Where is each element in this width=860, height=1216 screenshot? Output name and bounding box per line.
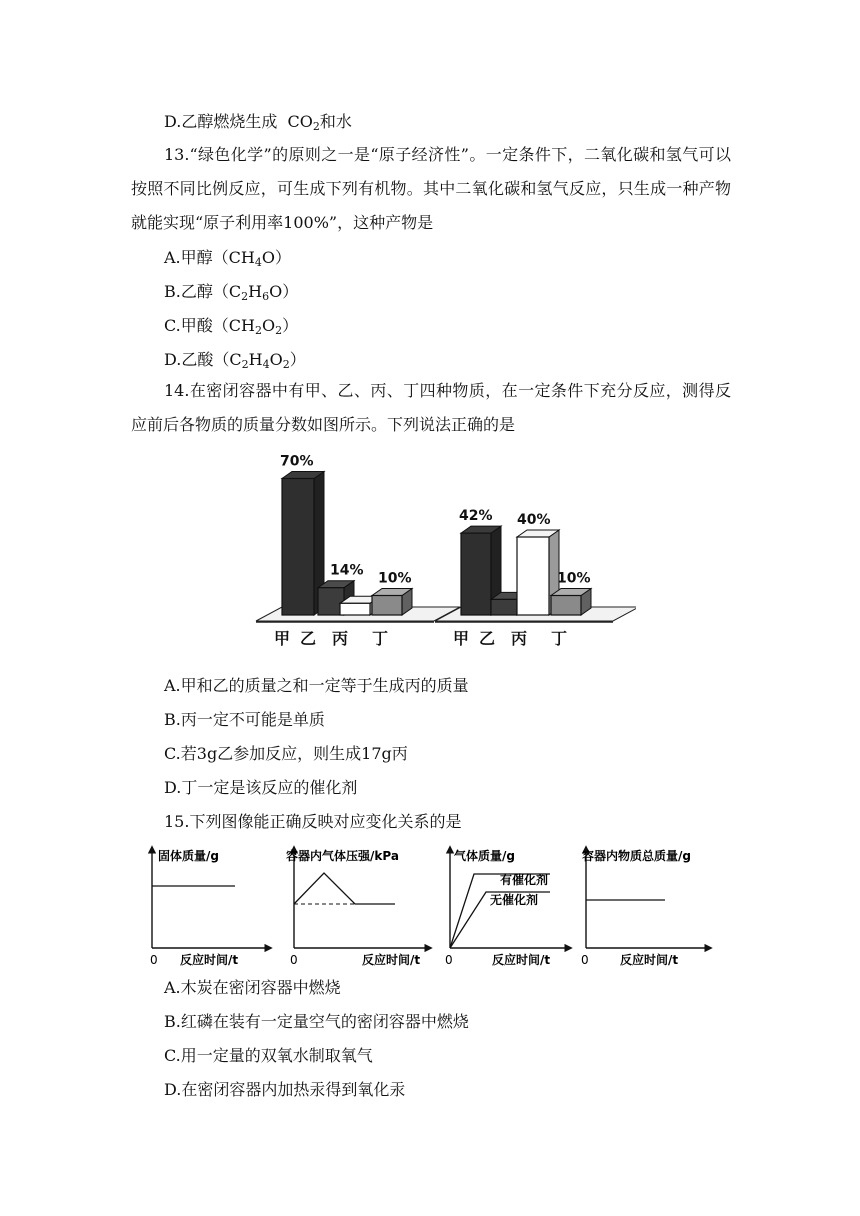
q15-graph-d — [581, 848, 710, 967]
q15-stem: 15.下列图像能正确反映对应变化关系的是 — [164, 812, 462, 831]
q14-chart-category-label: 甲 — [274, 629, 291, 648]
q14-bar-value-label: 40% — [517, 512, 551, 528]
q14-option-c: C.若3g乙参加反应，则生成17g丙 — [164, 744, 408, 763]
q14-bar-front — [491, 599, 517, 615]
q15-graph-c-ylabel: 气体质量/g — [454, 849, 515, 863]
q15-graph-b-curve — [294, 873, 395, 904]
q14-chart-category-label: 丙 — [511, 629, 528, 648]
q13-stem: 13.“绿色化学”的原则之一是“原子经济性”。一定条件下，二氧化碳和氢气可以按照不同比例反应，可生成下列有机物。其中二氧化碳和氢气反应，只生成一种产物就能实现“原子利用率100%”，这种产物是 — [131, 145, 731, 232]
q14-bar-value-label: 10% — [378, 570, 412, 587]
q14-chart-category-label: 乙 — [479, 629, 496, 648]
q15-graph-d-origin: 0 — [581, 953, 589, 967]
q14-option-d: D.丁一定是该反应的催化剂 — [164, 778, 358, 797]
q14-bar-value-label: 14% — [330, 562, 364, 579]
q14-bar-front — [517, 537, 549, 615]
q14-chart-category-label: 甲 — [453, 629, 470, 648]
q15-graph-c — [445, 848, 570, 967]
q14-bar-front — [372, 596, 402, 616]
q14-option-b: B.丙一定不可能是单质 — [164, 710, 325, 729]
q14-bar-front — [461, 533, 491, 615]
q14-bar-front — [551, 596, 581, 616]
q14-chart-category-label: 乙 — [300, 629, 317, 648]
q15-graph-c-label-no-catalyst: 无催化剂 — [490, 893, 539, 907]
q13-option-c: C.甲酸$(CH_2O_2)$ — [164, 316, 299, 337]
q14-option-a: A.甲和乙的质量之和一定等于生成丙的质量 — [164, 676, 469, 695]
q15-graph-b-ylabel: 容器内气体压强/kPa — [286, 849, 399, 863]
q15-graph-a-origin: 0 — [150, 953, 158, 967]
q14-chart-category-label: 丁 — [551, 629, 568, 648]
q15-graph-c-label-catalyst: 有催化剂 — [500, 873, 549, 887]
q15-graph-b-origin: 0 — [290, 953, 298, 967]
q12-option-d: D.乙醇燃烧生成 $CO_2$和水 — [164, 112, 352, 133]
q15-option-d: D.在密闭容器内加热汞得到氧化汞 — [164, 1080, 406, 1099]
q15-option-c: C.用一定量的双氧水制取氧气 — [164, 1046, 373, 1065]
q14-bar-value-label: 42% — [459, 508, 493, 525]
q15-graphs — [140, 840, 720, 970]
q14-chart-category-label: 丙 — [332, 629, 349, 648]
q14-bar-chart — [246, 450, 636, 650]
q14-bar — [551, 589, 591, 616]
q14-bar-front — [282, 479, 314, 616]
q15-graph-b — [286, 848, 430, 967]
q15-option-b: B.红磷在装有一定量空气的密闭容器中燃烧 — [164, 1012, 469, 1031]
q14-chart-category-label: 丁 — [372, 629, 389, 648]
q15-graph-c-xlabel: 反应时间/t — [492, 953, 551, 967]
q14-stem: 14.在密闭容器中有甲、乙、丙、丁四种物质，在一定条件下充分反应，测得反应前后各物质的质量分数如图所示。下列说法正确的是 — [131, 381, 731, 434]
q15-graph-a-xlabel: 反应时间/t — [180, 953, 239, 967]
q14-bar — [372, 589, 412, 616]
q15-graph-a — [150, 848, 270, 967]
q14-bar-value-label: 70% — [280, 453, 314, 470]
q15-graph-c-origin: 0 — [445, 953, 453, 967]
q13-option-d: D.乙酸$(C_2H_4O_2)$ — [164, 350, 306, 371]
q12-option-d-text: D.乙醇燃烧生成 — [164, 112, 278, 131]
q15-graph-d-xlabel: 反应时间/t — [620, 953, 679, 967]
q14-bar-value-label: 10% — [557, 570, 591, 587]
q15-graph-d-ylabel: 容器内物质总质量/g — [582, 849, 691, 863]
q13-option-b: B.乙醇$(C_2H_6O)$ — [164, 282, 299, 303]
q15-graph-a-ylabel: 固体质量/g — [158, 849, 219, 863]
q13-option-a: A.甲醇$(CH_4O)$ — [164, 248, 291, 269]
q15-option-a: A.木炭在密闭容器中燃烧 — [164, 978, 341, 997]
q15-graph-b-xlabel: 反应时间/t — [362, 953, 421, 967]
q14-bar-front — [340, 603, 370, 615]
